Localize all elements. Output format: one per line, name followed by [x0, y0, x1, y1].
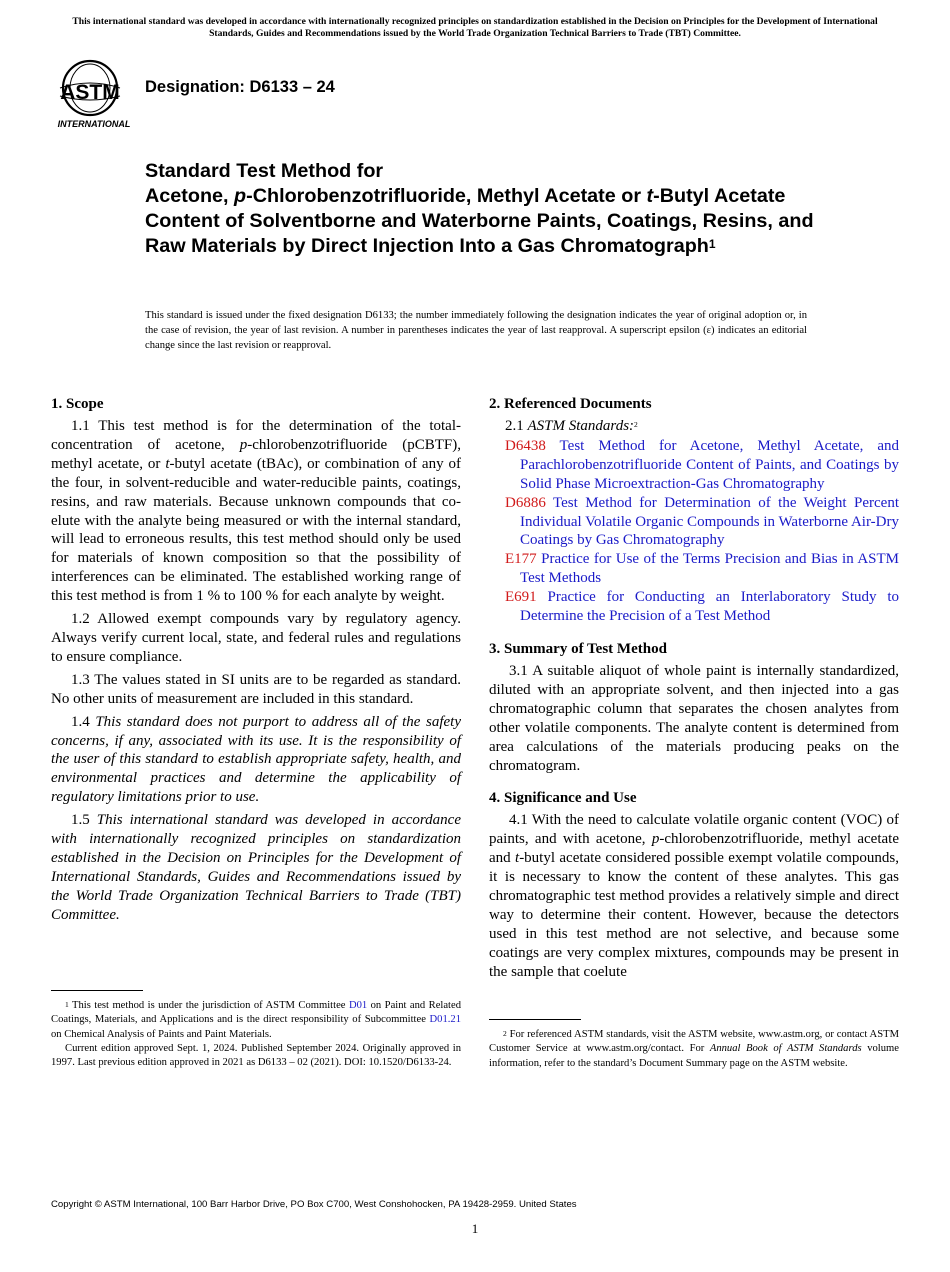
reference-item: [489, 494, 899, 551]
reference-title-link[interactable]: Practice for Use of the Terms Precision and Bias in ASTM Test Methods: [520, 551, 899, 587]
footnote-2: $^2$ For referenced ASTM standards, visit the ASTM website, www.astm.org, or contact ASTM Customer Service at www.astm.org/contact. For Annual Book of ASTM Standards volume information, refer to the standard’s Document Summary page on the ASTM website.: [489, 1029, 899, 1069]
para-4-1: 4.1 With the need to calculate volatile organic content (VOC) of paints, and with acetone, p-chlorobenzotrifluoride, methyl acetate and t-butyl acetate considered possible exempt volatile compounds, it is necessary to know the content of these analytes. This gas chromatographic test method provides a relatively simple and direct way to determine their content. However, because the detectors used in this test method are not selective, and because some coatings are very complex mixtures, compounds may be present in the sample that coelute: [489, 812, 899, 980]
para-3-1: 3.1 A suitable aliquot of whole paint is internally standardized, diluted with an appropriate solvent, and then injected into a gas chromatographic column that separates the chosen analytes from other volatile components. The analyte content is determined from area calculations of the materials producing peaks on the chromatogram.: [489, 662, 899, 774]
reference-code-link[interactable]: D6438: [505, 437, 546, 454]
reference-item: [489, 550, 899, 588]
document-title: Standard Test Method for Acetone, p-Chlorobenzotrifluoride, Methyl Acetate or t-Butyl Acetate Content of Solventborne and Waterborne Paints, Coatings, Resins, and Raw Materials by Direct Injection Into a Gas Chromatograph$^1$: [145, 160, 814, 257]
astm-logo: [52, 58, 136, 130]
subcommittee-link[interactable]: D01.21: [429, 1014, 461, 1026]
logo-subtext: INTERNATIONAL: [57, 119, 131, 129]
issuance-note: This standard is issued under the fixed designation D6133; the number immediately following the designation indicates the year of original adoption or, in the case of revision, the year of last revision. A number in parentheses indicates the year of last reapproval. A superscript epsilon (ε) indicates an editorial change since the last revision or reapproval.: [145, 310, 807, 351]
reference-title-link[interactable]: Test Method for Acetone, Methyl Acetate, and Parachlorobenzotrifluoride Content of Paints, and Coatings by Solid Phase Microextraction-Gas Chromatography: [520, 437, 899, 492]
designation: Designation: D6133 – 24: [145, 78, 335, 96]
page-number: 1: [471, 1221, 479, 1236]
tbt-notice: This international standard was developed in accordance with internationally recognized principles on standardization established in the Decision on Principles for the Development of International Standards, Guides and Recommendations issued by the World Trade Organization Technical Barriers to Trade (TBT) Committee.: [72, 16, 878, 39]
reference-code-link[interactable]: E691: [505, 589, 537, 606]
para-2-1: 2.1 ASTM Standards:$^2$: [505, 418, 638, 434]
logo-lettering: ASTM: [60, 81, 120, 104]
para-1-4: 1.4 This standard does not purport to address all of the safety concerns, if any, associated with its use. It is the responsibility of the user of this standard to establish appropriate safety, health, and environmental practices and determine the applicability of regulatory limitations prior to use.: [51, 713, 461, 806]
para-1-2: 1.2 Allowed exempt compounds vary by regulatory agency. Always verify current local, state, and federal rules and regulations to ensure compliance.: [51, 611, 461, 665]
para-1-5: 1.5 This international standard was developed in accordance with internationally recognized principles on standardization established in the Decision on Principles for the Development of International Standards, Guides and Recommendations issued by the World Trade Organization Technical Barriers to Trade (TBT) Committee.: [51, 812, 461, 923]
reference-title-link[interactable]: Test Method for Determination of the Weight Percent Individual Volatile Organic Compounds in Waterborne Air-Dry Coatings by Gas Chromatography: [520, 494, 899, 549]
reference-code-link[interactable]: D6886: [505, 494, 546, 511]
reference-item: [489, 588, 899, 626]
copyright-line: Copyright © ASTM International, 100 Barr Harbor Drive, PO Box C700, West Conshohocken, PA 19428-2959. United States: [51, 1199, 577, 1210]
footnote-1: $^1$ This test method is under the jurisdiction of ASTM Committee D01 on Paint and Related Coatings, Materials, and Applications and is the direct responsibility of Subcommittee D01.21 on Chemical Analysis of Paints and Paint Materials. Current edition approved Sept. 1, 2024. Published September 2024. Originally approved in 1997. Last previous edition approved in 2021 as D6133 – 02 (2021). DOI: 10.1520/D6133-24.: [51, 1000, 461, 1069]
section-significance-heading: 4. Significance and Use: [489, 790, 637, 807]
para-1-1: 1.1 This test method is for the determination of the total-concentration of acetone, p-chlorobenzotrifluoride (pCBTF), methyl acetate, or t-butyl acetate (tBAc), or combination of any of the four, in solvent-reducible and water-reducible paints, coatings, resins, and raw materials. Because unknown compounds that co-elute with the analyte being measured or with the internal standard, will lead to erroneous results, this test method should only be used for materials of known composition so that the possibility of interferences can be eliminated. The established working range of this test method is from 1 % to 100 % for each analyte by weight.: [51, 418, 461, 605]
left-column: [51, 394, 461, 929]
reference-title-link[interactable]: Practice for Conducting an Interlaboratory Study to Determine the Precision of a Test Method: [520, 589, 899, 625]
committee-link[interactable]: D01: [348, 1000, 368, 1011]
para-1-3: 1.3 The values stated in SI units are to be regarded as standard. No other units of measurement are included in this standard.: [51, 671, 461, 707]
reference-code-link[interactable]: E177: [505, 551, 537, 568]
reference-item: [489, 437, 899, 494]
section-scope-heading: 1. Scope: [51, 396, 104, 412]
section-summary-heading: 3. Summary of Test Method: [489, 640, 667, 657]
footnote-rule-left: [51, 990, 143, 991]
footnote-rule-right: [489, 1019, 581, 1020]
right-column: [489, 394, 899, 985]
section-references-heading: 2. Referenced Documents: [489, 396, 652, 412]
